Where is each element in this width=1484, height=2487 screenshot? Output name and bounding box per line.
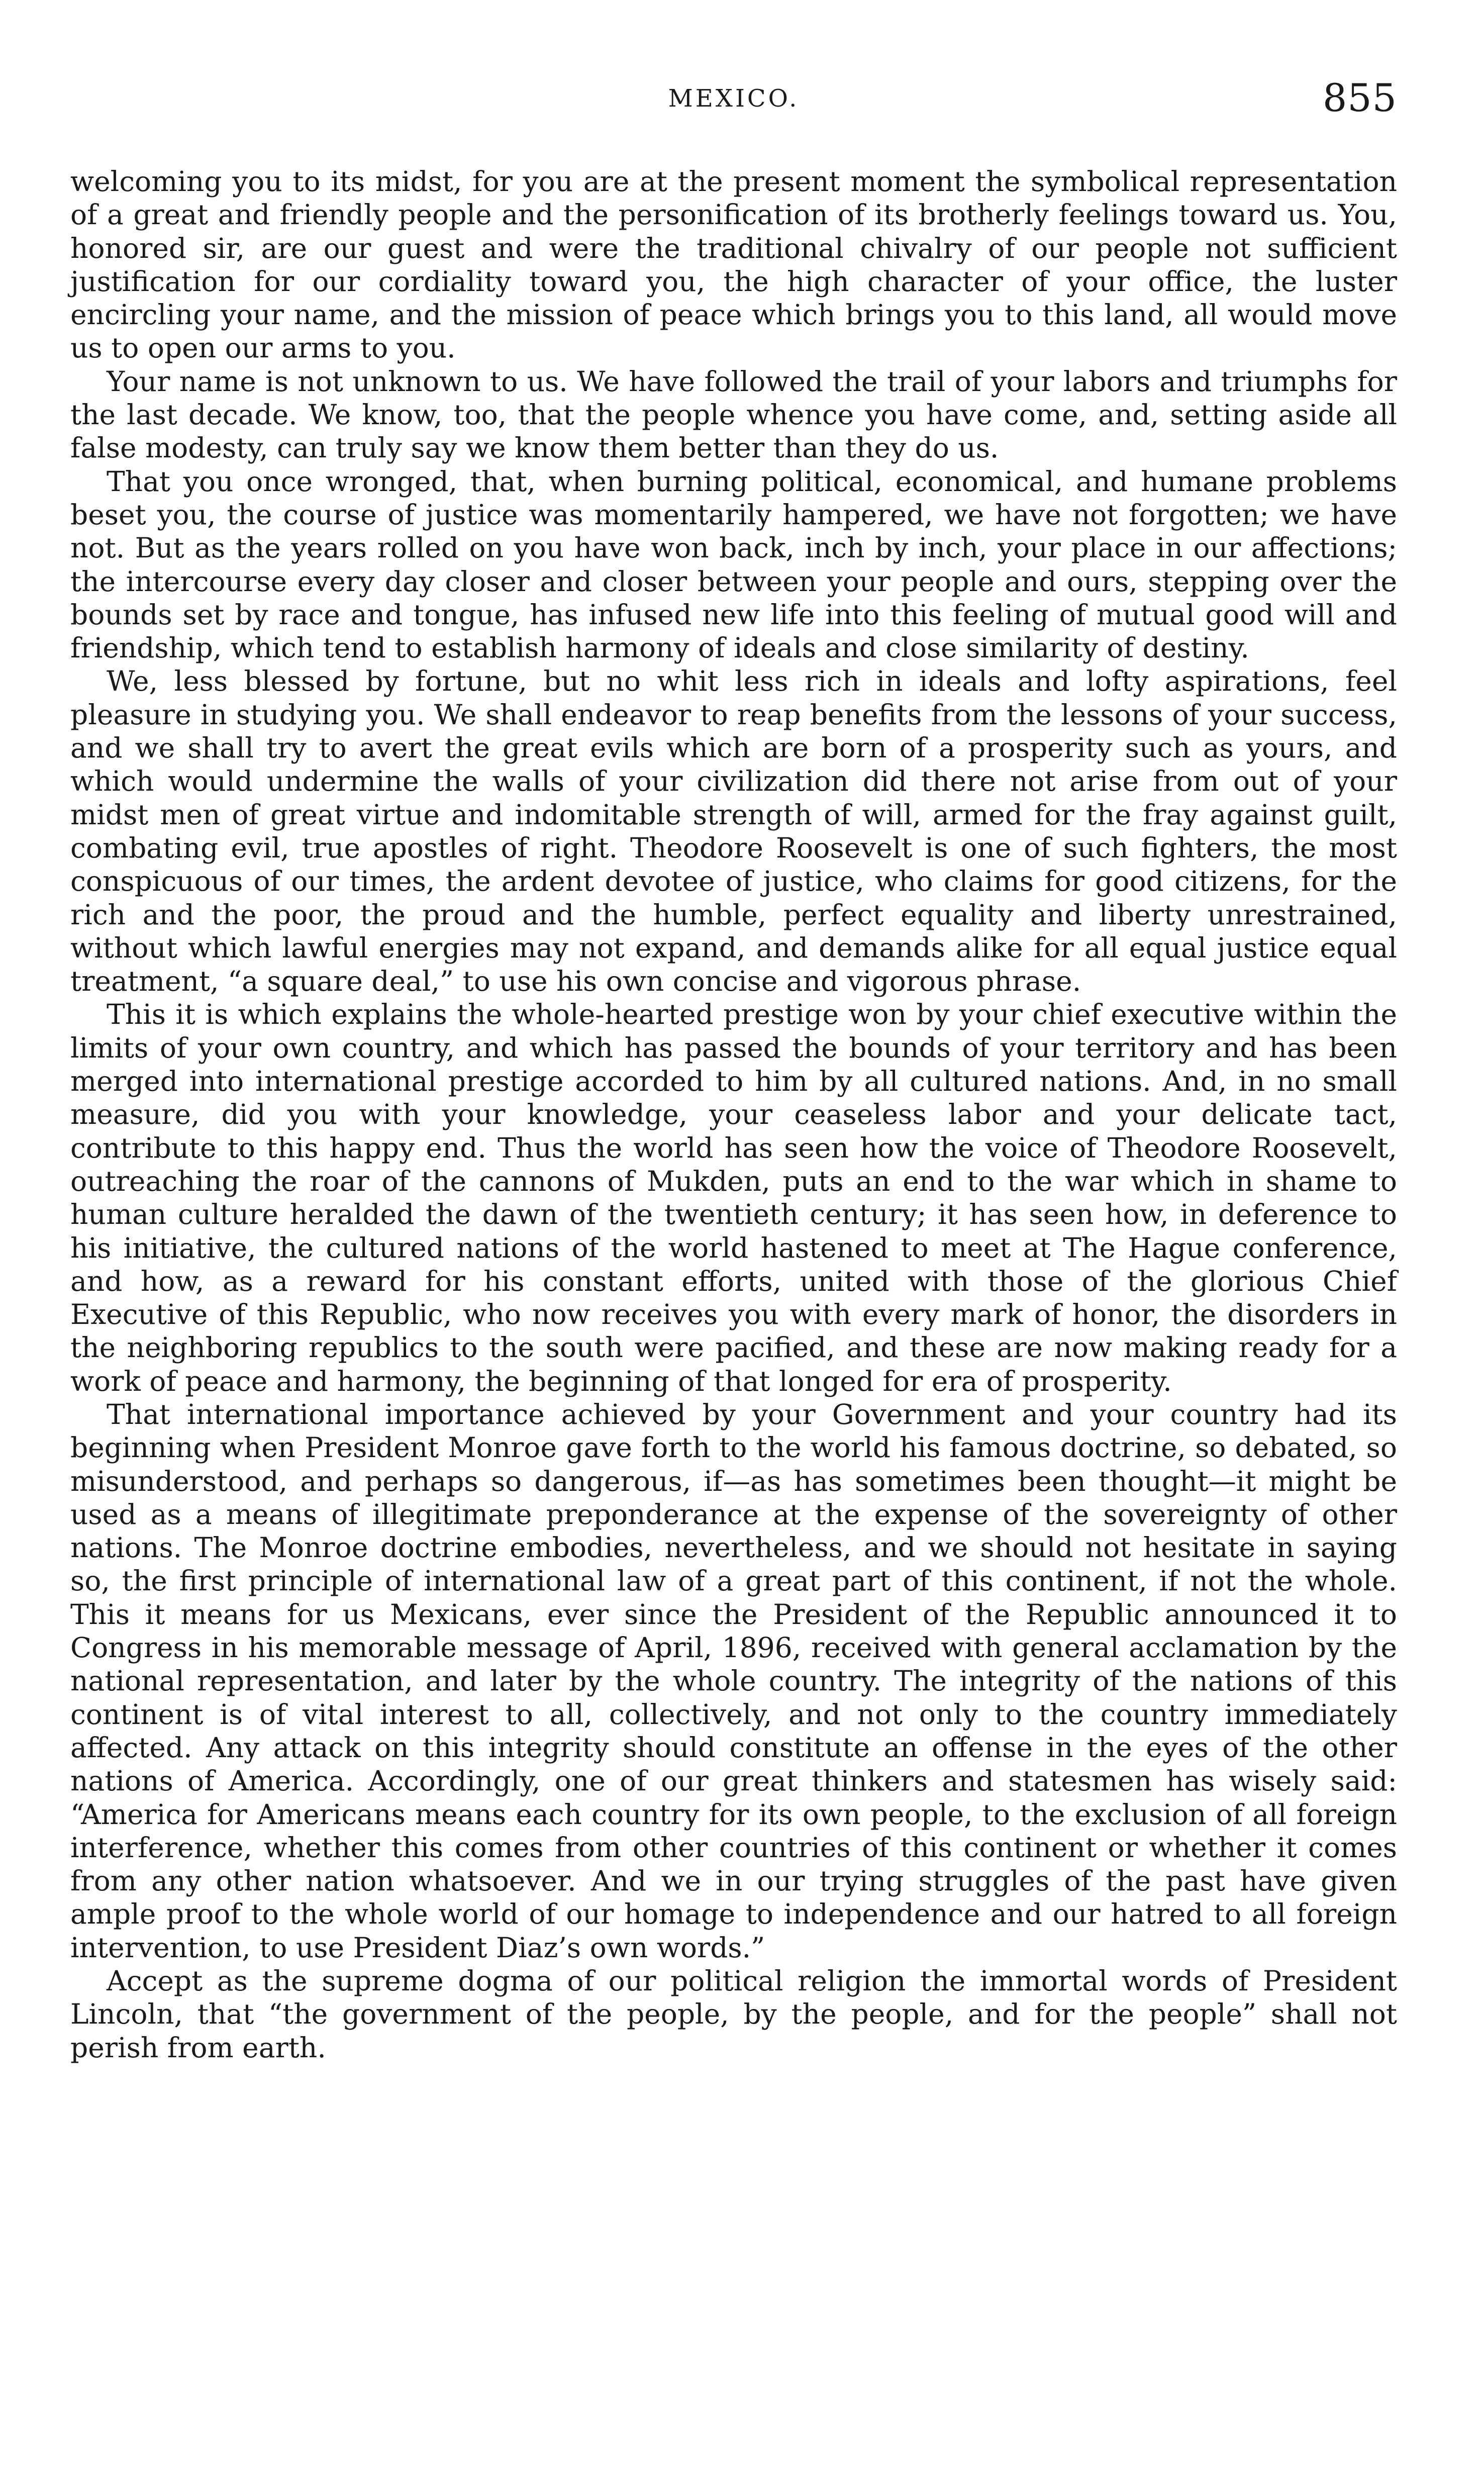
paragraph: This it is which explains the whole-hearted prestige won by your chief executive within the limits of your own country, and which has passed the bounds of your territory and has been merged into international prestige accorded to him by all cultured nations. And, in no small measure, did you with your knowledge, your ceaseless labor and your delicate tact, contribute to this happy end. Thus the world has seen how the voice of Theodore Roosevelt, outreaching the roar of the cannons of Mukden, puts an end to the war which in shame to human culture heralded the dawn of the twentieth century; it has seen how, in deference to his initiative, the cultured nations of the world hastened to meet at The Hague conference, and how, as a reward for his constant efforts, united with those of the glorious Chief Executive of this Republic, who now receives you with every mark of honor, the disorders in the neighboring republics to the south were pacified, and these are now making ready for a work of peace and harmony, the beginning of that longed for era of prosperity. — [70, 998, 1397, 1397]
paragraph: That international importance achieved by your Government and your country had its beginning when President Monroe gave forth to the world his famous doctrine, so debated, so misunderstood, and perhaps so dangerous, if—as has sometimes been thought—it might be used as a means of illegitimate preponderance at the expense of the sovereignty of other nations. The Monroe doctrine embodies, nevertheless, and we should not hesitate in saying so, the first principle of international law of a great part of this continent, if not the whole. This it means for us Mexicans, ever since the President of the Republic announced it to Congress in his memorable message of April, 1896, received with general acclamation by the national representation, and later by the whole country. The integrity of the nations of this continent is of vital interest to all, collectively, and not only to the country immediately affected. Any attack on this integrity should constitute an offense in the eyes of the other nations of America. Accordingly, one of our great thinkers and statesmen has wisely said: “America for Americans means each country for its own people, to the exclusion of all foreign interference, whether this comes from other countries of this continent or whether it comes from any other nation whatsoever. And we in our trying struggles of the past have given ample proof to the whole world of our homage to independence and our hatred to all foreign intervention, to use President Diaz’s own words.” — [70, 1398, 1397, 1964]
paragraph: We, less blessed by fortune, but no whit less rich in ideals and lofty aspirations, feel pleasure in studying you. We shall endeavor to reap benefits from the lessons of your success, and we shall try to avert the great evils which are born of a prosperity such as yours, and which would undermine the walls of your civilization did there not arise from out of your midst men of great virtue and indomitable strength of will, armed for the fray against guilt, combating evil, true apostles of right. Theodore Roosevelt is one of such fighters, the most conspicuous of our times, the ardent devotee of justice, who claims for good citizens, for the rich and the poor, the proud and the humble, perfect equality and liberty unrestrained, without which lawful energies may not expand, and demands alike for all equal justice equal treatment, “a square deal,” to use his own concise and vigorous phrase. — [70, 665, 1397, 998]
body-text — [70, 165, 1397, 2064]
paragraph-continued: welcoming you to its midst, for you are at the present moment the symbolical representation of a great and friendly people and the personification of its brotherly feelings toward us. You, honored sir, are our guest and were the traditional chivalry of our people not sufficient justification for our cordiality toward you, the high character of your office, the luster encircling your name, and the mission of peace which brings you to this land, all would move us to open our arms to you. — [70, 165, 1397, 364]
running-title: MEXICO. — [668, 84, 800, 113]
paragraph: That you once wronged, that, when burning political, economical, and humane problems beset you, the course of justice was momentarily hampered, we have not forgotten; we have not. But as the years rolled on you have won back, inch by inch, your place in our affections; the intercourse every day closer and closer between your people and ours, stepping over the bounds set by race and tongue, has infused new life into this feeling of mutual good will and friendship, which tend to establish harmony of ideals and close similarity of destiny. — [70, 465, 1397, 664]
page-number: 855 — [1322, 75, 1397, 120]
running-header — [70, 75, 1397, 121]
paragraph: Your name is not unknown to us. We have followed the trail of your labors and triumphs for the last decade. We know, too, that the people whence you have come, and, setting aside all false modesty, can truly say we know them better than they do us. — [70, 365, 1397, 464]
paragraph: Accept as the supreme dogma of our political religion the immortal words of President Lincoln, that “the government of the people, by the people, and for the people” shall not perish from earth. — [70, 1965, 1397, 2064]
